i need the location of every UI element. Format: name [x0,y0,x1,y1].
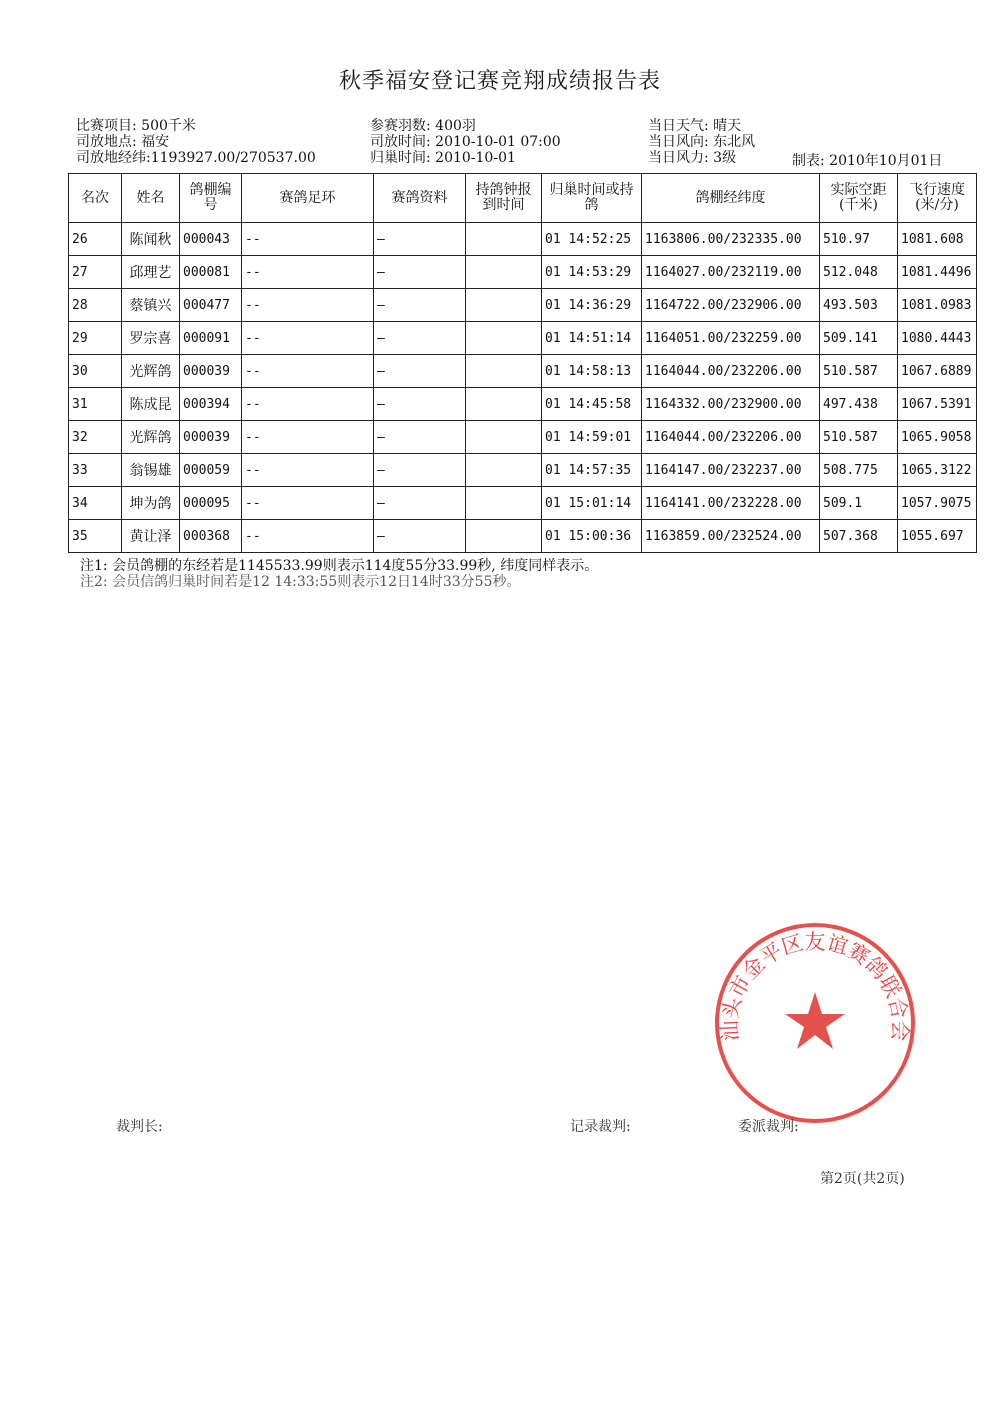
table-row [69,355,977,388]
cell-distance: 509.141 [820,322,898,355]
cell-speed: 1081.0983 [898,289,977,322]
notes [80,558,598,590]
cell-name: 坤为鸽 [122,487,180,520]
cell-pigeon-info: — [374,388,466,421]
made-date: 制表: 2010年10月01日 [792,153,943,169]
cell-pigeon-info: — [374,487,466,520]
cell-distance: 510.587 [820,355,898,388]
header-loft-id: 鸽棚编号 [180,174,242,223]
header-rank: 名次 [69,174,122,223]
header-loft-coordinates: 鸽棚经纬度 [642,174,820,223]
cell-speed: 1067.5391 [898,388,977,421]
cell-clock-time [466,322,542,355]
cell-speed: 1081.4496 [898,256,977,289]
cell-loft-coordinates: 1164044.00/232206.00 [642,421,820,454]
cell-ring: -- [242,487,374,520]
cell-rank: 27 [69,256,122,289]
cell-clock-time [466,223,542,256]
cell-ring: -- [242,289,374,322]
info-column-1 [76,118,316,166]
cell-loft-id: 000039 [180,355,242,388]
table-row [69,520,977,553]
cell-speed: 1081.608 [898,223,977,256]
cell-name: 光辉鸽 [122,421,180,454]
cell-loft-coordinates: 1164147.00/232237.00 [642,454,820,487]
cell-distance: 510.97 [820,223,898,256]
cell-name: 光辉鸽 [122,355,180,388]
cell-name: 陈闻秋 [122,223,180,256]
cell-name: 陈成昆 [122,388,180,421]
cell-arrival-time: 01 14:59:01 [542,421,642,454]
note-1: 注1: 会员鸽棚的东经若是1145533.99则表示114度55分33.99秒, 纬度同样表示。 [80,558,599,574]
cell-clock-time [466,289,542,322]
header-distance: 实际空距(千米) [820,174,898,223]
cell-pigeon-info: — [374,289,466,322]
wind-direction: 当日风向: 东北风 [648,134,756,150]
cell-distance: 507.368 [820,520,898,553]
header-arrival-time: 归巢时间或持鸽 [542,174,642,223]
record-referee-label: 记录裁判: [570,1119,631,1135]
seal-text: 汕头市金平区友谊赛鸽联合会 [717,929,913,1042]
cell-clock-time [466,355,542,388]
cell-ring: -- [242,421,374,454]
cell-ring: -- [242,355,374,388]
cell-name: 罗宗喜 [122,322,180,355]
release-location: 司放地点: 福安 [76,134,170,150]
cell-loft-coordinates: 1164141.00/232228.00 [642,487,820,520]
cell-loft-id: 000039 [180,421,242,454]
header-clock-time: 持鸽钟报到时间 [466,174,542,223]
header-speed: 飞行速度(米/分) [898,174,977,223]
cell-rank: 29 [69,322,122,355]
table-row [69,223,977,256]
cell-ring: -- [242,454,374,487]
table-row [69,388,977,421]
cell-distance: 510.587 [820,421,898,454]
cell-loft-coordinates: 1163859.00/232524.00 [642,520,820,553]
cell-clock-time [466,256,542,289]
table-row [69,289,977,322]
cell-rank: 28 [69,289,122,322]
header-pigeon-info: 赛鸽资料 [374,174,466,223]
cell-name: 黄让泽 [122,520,180,553]
cell-pigeon-info: — [374,256,466,289]
cell-distance: 512.048 [820,256,898,289]
cell-pigeon-info: — [374,421,466,454]
cell-speed: 1067.6889 [898,355,977,388]
report-title: 秋季福安登记赛竞翔成绩报告表 [338,69,661,94]
cell-loft-id: 000368 [180,520,242,553]
table-row [69,454,977,487]
cell-distance: 493.503 [820,289,898,322]
assigned-referee-label: 委派裁判: [738,1119,799,1135]
cell-loft-coordinates: 1164332.00/232900.00 [642,388,820,421]
note-2: 注2: 会员信鸽归巢时间若是12 14:33:55则表示12日14时33分55秒。 [80,574,521,590]
cell-speed: 1080.4443 [898,322,977,355]
cell-arrival-time: 01 14:57:35 [542,454,642,487]
cell-distance: 508.775 [820,454,898,487]
cell-loft-id: 000477 [180,289,242,322]
race-distance: 比赛项目: 500千米 [76,118,196,134]
cell-rank: 33 [69,454,122,487]
cell-name: 蔡镇兴 [122,289,180,322]
cell-clock-time [466,454,542,487]
cell-rank: 31 [69,388,122,421]
cell-name: 邱理艺 [122,256,180,289]
cell-pigeon-info: — [374,355,466,388]
info-column-2 [370,118,561,166]
wind-force: 当日风力: 3级 [648,150,737,166]
cell-speed: 1065.3122 [898,454,977,487]
cell-rank: 30 [69,355,122,388]
release-coordinates: 司放地经纬:1193927.00/270537.00 [76,150,316,166]
cell-loft-coordinates: 1164044.00/232206.00 [642,355,820,388]
cell-distance: 509.1 [820,487,898,520]
cell-arrival-time: 01 15:00:36 [542,520,642,553]
cell-loft-id: 000059 [180,454,242,487]
cell-loft-id: 000394 [180,388,242,421]
table-row [69,487,977,520]
cell-distance: 497.438 [820,388,898,421]
info-column-3 [648,118,755,166]
table-row [69,421,977,454]
cell-pigeon-info: — [374,322,466,355]
cell-name: 翁锡雄 [122,454,180,487]
cell-loft-id: 000095 [180,487,242,520]
results-table [68,173,977,553]
cell-loft-id: 000081 [180,256,242,289]
return-date: 归巢时间: 2010-10-01 [370,150,516,166]
entry-count: 参赛羽数: 400羽 [370,118,476,134]
cell-loft-coordinates: 1164051.00/232259.00 [642,322,820,355]
cell-ring: -- [242,256,374,289]
cell-arrival-time: 01 14:58:13 [542,355,642,388]
cell-loft-coordinates: 1164722.00/232906.00 [642,289,820,322]
cell-pigeon-info: — [374,223,466,256]
cell-ring: -- [242,520,374,553]
cell-speed: 1055.697 [898,520,977,553]
cell-pigeon-info: — [374,520,466,553]
cell-loft-id: 000043 [180,223,242,256]
weather: 当日天气: 晴天 [648,118,742,134]
cell-clock-time [466,487,542,520]
cell-arrival-time: 01 14:52:25 [542,223,642,256]
cell-ring: -- [242,388,374,421]
cell-rank: 35 [69,520,122,553]
header-name: 姓名 [122,174,180,223]
cell-arrival-time: 01 14:53:29 [542,256,642,289]
cell-rank: 32 [69,421,122,454]
seal-star-icon [785,992,845,1049]
table-row [69,256,977,289]
release-time: 司放时间: 2010-10-01 07:00 [370,134,561,150]
cell-arrival-time: 01 14:45:58 [542,388,642,421]
cell-ring: -- [242,223,374,256]
cell-clock-time [466,520,542,553]
cell-arrival-time: 01 15:01:14 [542,487,642,520]
cell-arrival-time: 01 14:36:29 [542,289,642,322]
cell-clock-time [466,388,542,421]
cell-speed: 1065.9058 [898,421,977,454]
cell-rank: 34 [69,487,122,520]
cell-loft-coordinates: 1164027.00/232119.00 [642,256,820,289]
table-header-row [69,174,977,223]
cell-rank: 26 [69,223,122,256]
cell-loft-coordinates: 1163806.00/232335.00 [642,223,820,256]
header-ring: 赛鸽足环 [242,174,374,223]
cell-clock-time [466,421,542,454]
cell-loft-id: 000091 [180,322,242,355]
page-number: 第2页(共2页) [820,1171,905,1187]
official-seal [712,920,918,1126]
cell-arrival-time: 01 14:51:14 [542,322,642,355]
cell-speed: 1057.9075 [898,487,977,520]
chief-referee-label: 裁判长: [116,1119,163,1135]
cell-pigeon-info: — [374,454,466,487]
cell-ring: -- [242,322,374,355]
table-row [69,322,977,355]
